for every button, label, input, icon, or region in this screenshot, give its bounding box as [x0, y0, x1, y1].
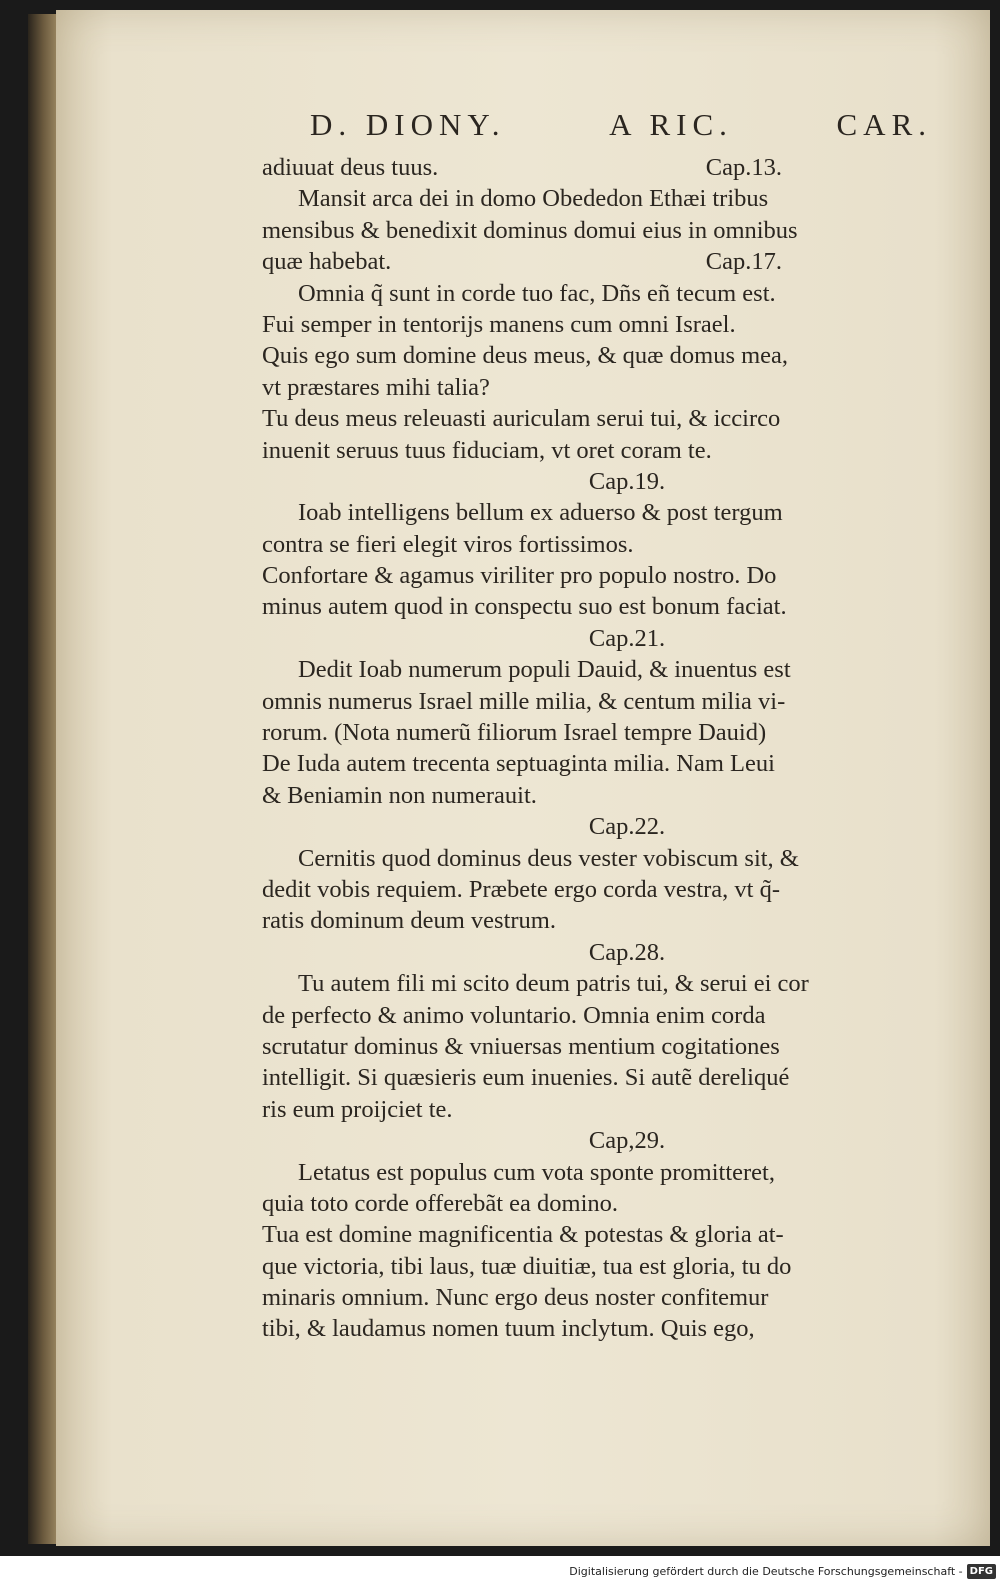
text-line: Confortare & agamus viriliter pro populo nostro. Do — [262, 562, 777, 590]
text-line-main: adiuuat deus tuus. — [262, 154, 439, 181]
running-head — [310, 104, 932, 146]
text-line: Tu autem fili mi scito deum patris tui, & serui ei cor — [298, 970, 809, 998]
text-line: minaris omnium. Nunc ergo deus noster confitemur — [262, 1284, 769, 1312]
text-line: Letatus est populus cum vota sponte promitteret, — [298, 1158, 775, 1186]
text-lines — [262, 152, 932, 1345]
text-line: Omnia q̃ sunt in corde tuo fac, Dñs eñ tecum est. — [298, 279, 776, 307]
digitization-footer — [0, 1556, 1000, 1587]
text-line: omnis numerus Israel mille milia, & centum milia vi- — [262, 687, 786, 715]
footer-credit: Digitalisierung gefördert durch die Deutsche Forschungsgemeinschaft - — [569, 1565, 963, 1578]
text-line: Mansit arca dei in domo Obededon Ethæi tribus — [298, 185, 769, 213]
chapter-heading: Cap,29. — [588, 1127, 666, 1155]
text-line: & Beniamin non numerauit. — [262, 781, 537, 809]
text-line: Ioab intelligens bellum ex aduerso & post tergum — [298, 499, 783, 527]
text-line: ratis dominum deum vestrum. — [262, 907, 556, 935]
chapter-heading: Cap.21. — [588, 624, 666, 652]
chapter-heading: Cap.19. — [588, 467, 666, 495]
text-line: tibi, & laudamus nomen tuum inclytum. Quis ego, — [262, 1315, 755, 1343]
text-line: scrutatur dominus & vniuersas mentium cogitationes — [262, 1032, 780, 1060]
text-line-main: quæ habebat. — [262, 248, 392, 276]
text-line: Fui semper in tentorijs manens cum omni Israel. — [262, 310, 736, 338]
text-line: mensibus & benedixit dominus domui eius in omnibus — [262, 216, 798, 244]
text-line: Tua est domine magnificentia & potestas & gloria at- — [262, 1221, 784, 1249]
text-line: Cernitis quod dominus deus vester vobiscum sit, & — [298, 844, 799, 872]
text-line: de perfecto & animo voluntario. Omnia enim corda — [262, 1001, 766, 1029]
text-line: quia toto corde offerebãt ea domino. — [262, 1189, 619, 1217]
text-line: ris eum proijciet te. — [262, 1095, 453, 1123]
running-head-left: D. DIONY. — [310, 107, 506, 142]
text-line — [262, 152, 932, 183]
text-line: dedit vobis requiem. Præbete ergo corda vestra, vt q̃- — [262, 875, 780, 903]
text-line — [262, 246, 932, 277]
text-line: Tu deus meus releuasti auriculam serui tui, & iccirco — [262, 405, 781, 433]
chapter-heading: Cap.22. — [588, 813, 666, 841]
chapter-heading-inline: Cap.13. — [705, 154, 782, 181]
chapter-heading: Cap.28. — [588, 938, 666, 966]
text-line: que victoria, tibi laus, tuæ diuitiæ, tua est gloria, tu do — [262, 1252, 792, 1280]
text-line: minus autem quod in conspectu suo est bonum faciat. — [262, 593, 787, 621]
text-line: vt præstares mihi talia? — [262, 373, 490, 401]
dfg-logo: DFG — [967, 1564, 996, 1579]
chapter-heading-inline: Cap.17. — [705, 248, 782, 276]
text-line: intelligit. Si quæsieris eum inuenies. Si autẽ dereliqué — [262, 1064, 790, 1092]
text-line: Dedit Ioab numerum populi Dauid, & inuentus est — [298, 656, 791, 684]
running-head-right: CAR. — [836, 107, 932, 142]
text-line: Quis ego sum domine deus meus, & quæ domus mea, — [262, 342, 789, 370]
text-line: De Iuda autem trecenta septuaginta milia. Nam Leui — [262, 750, 775, 778]
text-line: rorum. (Nota numerũ filiorum Israel tempre Dauid) — [262, 719, 767, 747]
page-text-block — [262, 104, 932, 1345]
text-line: inuenit seruus tuus fiduciam, vt oret coram te. — [262, 436, 712, 464]
running-head-center: A RIC. — [609, 107, 733, 142]
text-line: contra se fieri elegit viros fortissimos. — [262, 530, 634, 558]
